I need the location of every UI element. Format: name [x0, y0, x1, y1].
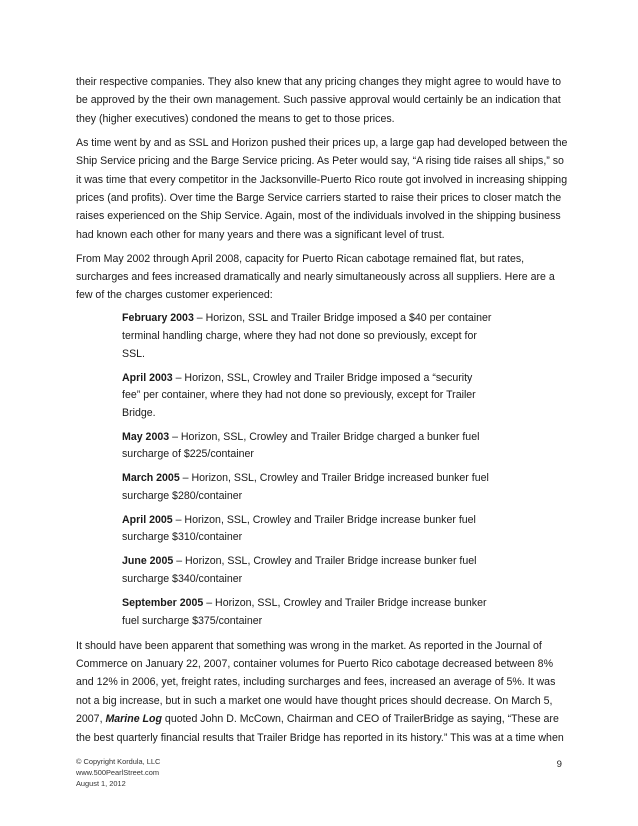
charge-date: April 2003 [122, 371, 173, 384]
paragraph-market [76, 637, 568, 747]
charge-text: – Horizon, SSL, Crowley and Trailer Bridge increased bunker fuel surcharge $280/container [122, 472, 489, 502]
charge-item [122, 595, 492, 630]
charge-text: – Horizon, SSL, Crowley and Trailer Bridge increase bunker fuel surcharge $310/container [122, 513, 476, 544]
charge-text: – Horizon, SSL, Crowley and Trailer Bridge increase bunker fuel surcharge $375/container [122, 597, 487, 627]
page-footer [76, 757, 568, 789]
body-text [76, 73, 568, 753]
charge-item [122, 553, 492, 588]
charge-item [122, 370, 492, 423]
charges-list [76, 310, 492, 630]
charge-date: April 2005 [122, 513, 173, 526]
footer-copyright: © Copyright Kordula, LLC [76, 757, 161, 766]
footer-date: August 1, 2012 [76, 778, 126, 788]
charge-text: – Horizon, SSL, Crowley and Trailer Bridge increase bunker fuel surcharge $340/container [122, 555, 477, 586]
charge-date: February 2003 [122, 312, 194, 325]
charge-date: May 2003 [122, 430, 170, 443]
market-text-after: quoted John D. McCown, Chairman and CEO of TrailerBridge as saying, “These are the best quarterly financial results that Trailer Bridge has reported in its history.” This was at a time when [76, 713, 564, 744]
paragraph-intro: their respective companies. They also knew that any pricing changes they might agree to would have to be approved by the their own management. Such passive approval would certainly be an indication that they (higher executives) condoned the means to get to those prices. [76, 76, 562, 125]
charge-item [122, 310, 492, 363]
charge-date: June 2005 [122, 555, 174, 568]
footer-website: www.500PearlStreet.com [76, 767, 159, 777]
paragraph-capacity: From May 2002 through April 2008, capacity for Puerto Rican cabotage remained flat, but rates, surcharges and fees increased dramatically and nearly simultaneously across all suppliers. Here are a few of the charges customer experienced: [76, 252, 555, 302]
charge-item [122, 429, 492, 464]
charge-date: March 2005 [122, 472, 180, 485]
charge-text: – Horizon, SSL, Crowley and Trailer Bridge charged a bunker fuel surcharge of $225/container [122, 430, 480, 461]
charge-item [122, 512, 492, 547]
paragraph-ship-barge: As time went by and as SSL and Horizon pushed their prices up, a large gap had developed between the Ship Service pricing and the Barge Service pricing. As Peter would say, “A rising tide raises all ships,” so it was time that every competitor in the Jacksonville-Puerto Rico route got involved in increasing shipping prices (and profits). Over time the Barge Service carriers started to raise their prices to closer match the raises experienced on the Ship Service. Again, most of the individuals involved in the shipping business had known each other for many years and there was a significant level of trust. [76, 136, 568, 241]
magazine-name: Marine Log [105, 713, 162, 726]
charge-text: – Horizon, SSL, Crowley and Trailer Bridge imposed a “security fee” per container, where they had not done so previously, except for Trailer Bridge. [122, 371, 476, 419]
page-number: 9 [556, 759, 562, 770]
charge-item [122, 470, 492, 505]
charge-date: September 2005 [122, 597, 204, 610]
charge-text: – Horizon, SSL and Trailer Bridge imposed a $40 per container terminal handling charge, where they had not done so previously, except for SSL. [122, 312, 492, 360]
market-text-before: It should have been apparent that something was wrong in the market. As reported in the Journal of Commerce on January 22, 2007, container volumes for Puerto Rico cabotage decreased between 8% and 12% in 2006, yet, freight rates, including surcharges and fees, increased an average of 5%. It was not a big increase, but in such a market one would have thought prices should decrease. On March 5, 2007, [76, 639, 556, 726]
